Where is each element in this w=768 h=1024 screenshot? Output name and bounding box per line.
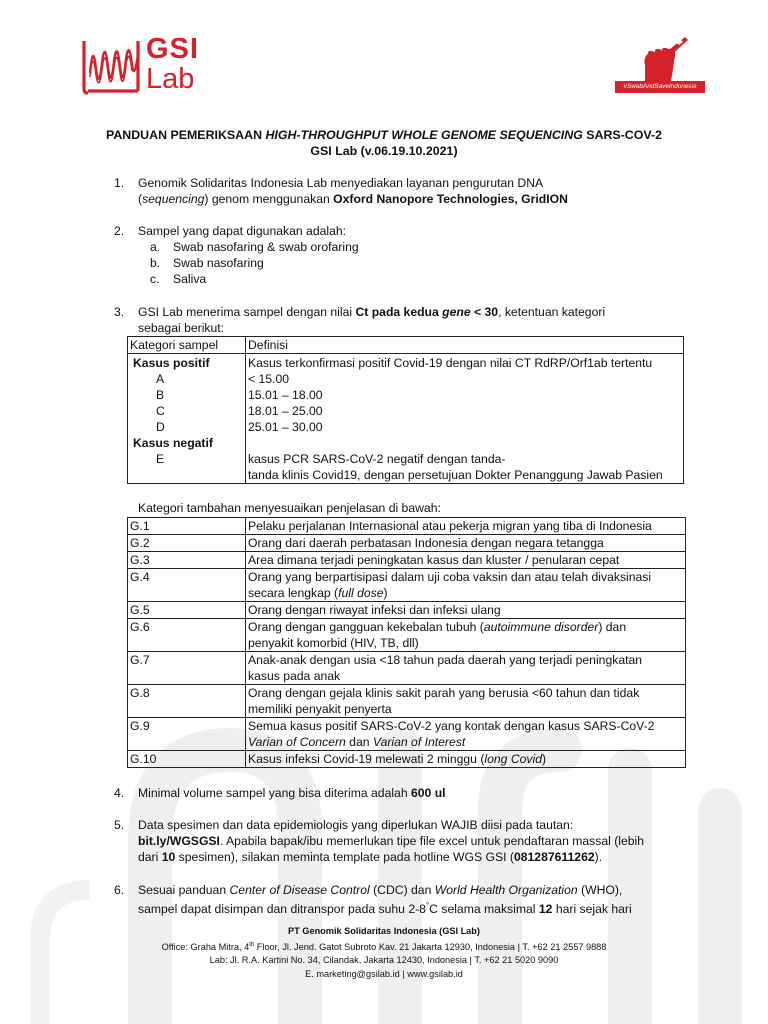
table-row	[128, 602, 686, 619]
additional-category-intro: Kategori tambahan menyesuaikan penjelasan di bawah:	[138, 501, 441, 515]
item-number: 6.	[114, 883, 125, 897]
footer-contact[interactable]: E. marketing@gsilab.id | www.gsilab.id	[305, 968, 463, 979]
def-line-2: secara lengkap (	[248, 586, 339, 600]
negative-definition-line-1: kasus PCR SARS-CoV-2 negatif dengan tanda-	[248, 452, 506, 466]
definition-d: 25.01 – 30.00	[248, 420, 323, 434]
category-b: B	[156, 388, 165, 402]
item-1-mid: ) genom menggunakan	[204, 192, 334, 206]
category-cell: G.6	[128, 619, 246, 652]
ct-threshold: < 30	[470, 305, 499, 319]
category-cell: G.7	[128, 652, 246, 685]
definition-cell	[246, 685, 686, 718]
item-6-c: (WHO),	[577, 883, 623, 897]
document-title	[0, 128, 768, 142]
item-5-line-3	[138, 849, 718, 865]
voi-term: Varian of Interest	[372, 735, 466, 749]
item-6-line-2	[138, 898, 718, 917]
item-4-a: Minimal volume sampel yang bisa diterima adalah	[138, 786, 411, 800]
item-6-d: sampel dapat disimpan dan ditranspor pada suhu 2-8	[138, 902, 426, 917]
item-5-c-b: spesimen), silakan meminta template pada hotline WGS GSI (	[175, 850, 514, 864]
item-6-f: hari sejak hari	[552, 902, 632, 917]
def-line-1: Anak-anak dengan usia <18 tahun pada daerah yang terjadi peningkatan	[248, 653, 643, 667]
footer	[0, 925, 768, 981]
min-volume: 600 ul	[411, 786, 446, 800]
definition-cell: Area dimana terjadi peningkatan kasus dan kluster / penularan cepat	[246, 552, 686, 569]
paren-open: (	[138, 192, 143, 206]
category-cell: G.8	[128, 685, 246, 718]
item-3-b: , ketentuan kategori	[498, 305, 606, 319]
definition-cell	[246, 751, 686, 768]
category-cell: G.5	[128, 602, 246, 619]
logo-lab-text: Lab	[146, 63, 195, 95]
who-name: World Health Organization	[434, 883, 578, 897]
item-1-line-2	[138, 191, 694, 207]
item-5-c-a: dari	[138, 850, 162, 864]
table-row	[128, 619, 686, 652]
degree-symbol: °	[425, 901, 430, 910]
category-c: C	[156, 404, 165, 418]
definition-cell: Orang dengan riwayat infeksi dan infeksi ulang	[246, 602, 686, 619]
additional-category-table	[127, 517, 686, 768]
table-row	[128, 652, 686, 685]
item-6-a: Sesuai panduan	[138, 883, 230, 897]
hotline-number: 081287611262	[513, 850, 595, 864]
def-line-2: penyakit komorbid (HIV, TB, dll)	[248, 636, 419, 650]
category-d: D	[156, 420, 165, 434]
def-line-2: kasus pada anak	[248, 669, 341, 683]
definition-cell	[246, 718, 686, 751]
footer-office	[0, 939, 768, 955]
def-line-1: Semua kasus positif SARS-CoV-2 yang kontak dengan kasus SARS-CoV-2	[248, 719, 655, 733]
category-cell	[128, 354, 246, 484]
item-3-line-1	[138, 304, 694, 320]
definition-cell: Orang dari daerah perbatasan Indonesia dengan negara tetangga	[246, 535, 686, 552]
table-header-row	[128, 337, 684, 354]
sub-text: Saliva	[173, 272, 207, 286]
definition-a: < 15.00	[248, 372, 290, 386]
category-cell: G.1	[128, 518, 246, 535]
cdc-name: Center of Disease Control	[229, 883, 370, 897]
definition-c: 18.01 – 25.00	[248, 404, 323, 418]
table-row	[128, 535, 686, 552]
item-6-line-1	[138, 882, 718, 898]
item-number: 3.	[114, 305, 125, 319]
gene-term: gene	[442, 305, 471, 319]
sample-type-c	[150, 271, 206, 287]
office-a: Office: Graha Mitra, 4	[161, 941, 250, 952]
footer-company: PT Genomik Solidaritas Indonesia (GSI Lab)	[288, 926, 480, 936]
header-definition: Definisi	[246, 337, 684, 354]
document-subtitle: GSI Lab (v.06.19.10.2021)	[310, 144, 458, 158]
category-a: A	[156, 372, 165, 386]
item-5-line-1: Data spesimen dan data epidemiologis yang diperlukan WAJIB diisi pada tautan:	[138, 818, 574, 832]
category-cell: G.4	[128, 569, 246, 602]
def-line-1: Orang yang berpartisipasi dalam uji coba vaksin dan atau telah divaksinasi	[248, 570, 652, 584]
item-3-line-2: sebagai berikut:	[138, 321, 225, 335]
sub-letter: c.	[150, 272, 160, 286]
definition-cell	[246, 619, 686, 652]
long-covid-term: long Covid	[484, 752, 543, 766]
category-e: E	[156, 452, 165, 466]
def-conjunction: dan	[345, 735, 373, 749]
category-cell: G.2	[128, 535, 246, 552]
def-line-1: Kasus infeksi Covid-19 melewati 2 minggu (	[248, 752, 485, 766]
item-5-b: . Apabila bapak/ibu memerlukan tipe file excel untuk pendaftaran massal (lebih	[219, 834, 645, 848]
def-line-2: memiliki penyakit penyerta	[248, 702, 392, 716]
item-6-b: (CDC) dan	[369, 883, 435, 897]
item-5-line-2	[138, 833, 718, 849]
item-6-e: C selama maksimal	[429, 902, 539, 917]
sub-letter: a.	[150, 240, 161, 254]
def-line-1: Orang dengan gangguan kekebalan tubuh (	[248, 620, 484, 634]
item-number: 4.	[114, 786, 125, 800]
sub-text: Swab nasofaring	[173, 256, 264, 270]
definition-cell: Pelaku perjalanan Internasional atau pekerja migran yang tiba di Indonesia	[246, 518, 686, 535]
category-cell: G.3	[128, 552, 246, 569]
table-row	[128, 518, 686, 535]
positive-definition: Kasus terkonfirmasi positif Covid-19 dengan nilai CT RdRP/Orf1ab tertentu	[248, 356, 653, 370]
def-line-1: Orang dengan gejala klinis sakit parah yang berusia <60 tahun dan tidak	[248, 686, 640, 700]
autoimmune-term: autoimmune disorder	[483, 620, 599, 634]
logo-gsi-text: GSI	[146, 33, 199, 65]
sample-type-a	[150, 239, 359, 255]
ct-criteria: Ct pada kedua	[355, 305, 443, 319]
sub-letter: b.	[150, 256, 161, 270]
definition-b: 15.01 – 18.00	[248, 388, 323, 402]
definition-cell	[246, 652, 686, 685]
specimen-count: 10	[161, 850, 176, 864]
item-1-line-1: Genomik Solidaritas Indonesia Lab menyediakan layanan pengurutan DNA	[138, 176, 544, 190]
category-cell: G.9	[128, 718, 246, 751]
dna-wave-icon	[80, 33, 142, 95]
table-row-positive	[128, 354, 684, 484]
positive-case-label: Kasus positif	[133, 356, 210, 370]
table-row	[128, 685, 686, 718]
header-category: Kategori sampel	[128, 337, 246, 354]
paren-close: )	[383, 586, 388, 600]
table-row	[128, 718, 686, 751]
footer-lab: Lab: Jl. R.A. Kartini No. 34, Cilandak, Jakarta 12430, Indonesia | T. +62 21 5020 9090	[209, 955, 559, 966]
item-4-text	[138, 785, 694, 801]
item-number: 1.	[114, 176, 125, 190]
platform-name: Oxford Nanopore Technologies, GridION	[333, 192, 568, 206]
full-dose-term: full dose	[338, 586, 384, 600]
table-row	[128, 569, 686, 602]
max-days: 12	[538, 902, 553, 917]
sequencing-term: sequencing	[142, 192, 205, 206]
item-2-text: Sampel yang dapat digunakan adalah:	[138, 224, 347, 238]
title-prefix: PANDUAN PEMERIKSAAN	[105, 128, 266, 142]
floor-suffix: th	[249, 941, 255, 948]
registration-link[interactable]: bit.ly/WGSGSI	[138, 834, 220, 848]
def-line-1-end: ) dan	[598, 620, 627, 634]
paren-close: )	[542, 752, 547, 766]
item-number: 2.	[114, 224, 125, 238]
office-b: Floor, Jl. Jend. Gatot Subroto Kav. 21 Jakarta 12930, Indonesia | T. +62 21 2557 9888	[254, 941, 607, 952]
negative-case-label: Kasus negatif	[133, 436, 213, 450]
sample-category-table	[127, 336, 684, 484]
table-row	[128, 751, 686, 768]
title-suffix: SARS-COV-2	[582, 128, 662, 142]
item-3-a: GSI Lab menerima sampel dengan nilai	[138, 305, 356, 319]
title-italic: HIGH-THROUGHPUT WHOLE GENOME SEQUENCING	[265, 128, 583, 142]
campaign-hashtag: #SwabAndSaveIndonesia	[615, 81, 705, 93]
definition-cell	[246, 569, 686, 602]
sub-text: Swab nasofaring & swab orofaring	[173, 240, 359, 254]
negative-definition-line-2: tanda klinis Covid19, dengan persetujuan Dokter Penanggung Jawab Pasien	[248, 468, 663, 482]
swab-campaign-logo	[615, 35, 705, 97]
item-number: 5.	[114, 818, 125, 832]
definition-cell	[246, 354, 684, 484]
category-cell: G.10	[128, 751, 246, 768]
raised-fist-swab-icon	[615, 35, 705, 81]
sample-type-b	[150, 255, 264, 271]
voc-term: Varian of Concern	[248, 735, 346, 749]
item-5-c-c: ).	[594, 850, 603, 864]
table-row	[128, 552, 686, 569]
